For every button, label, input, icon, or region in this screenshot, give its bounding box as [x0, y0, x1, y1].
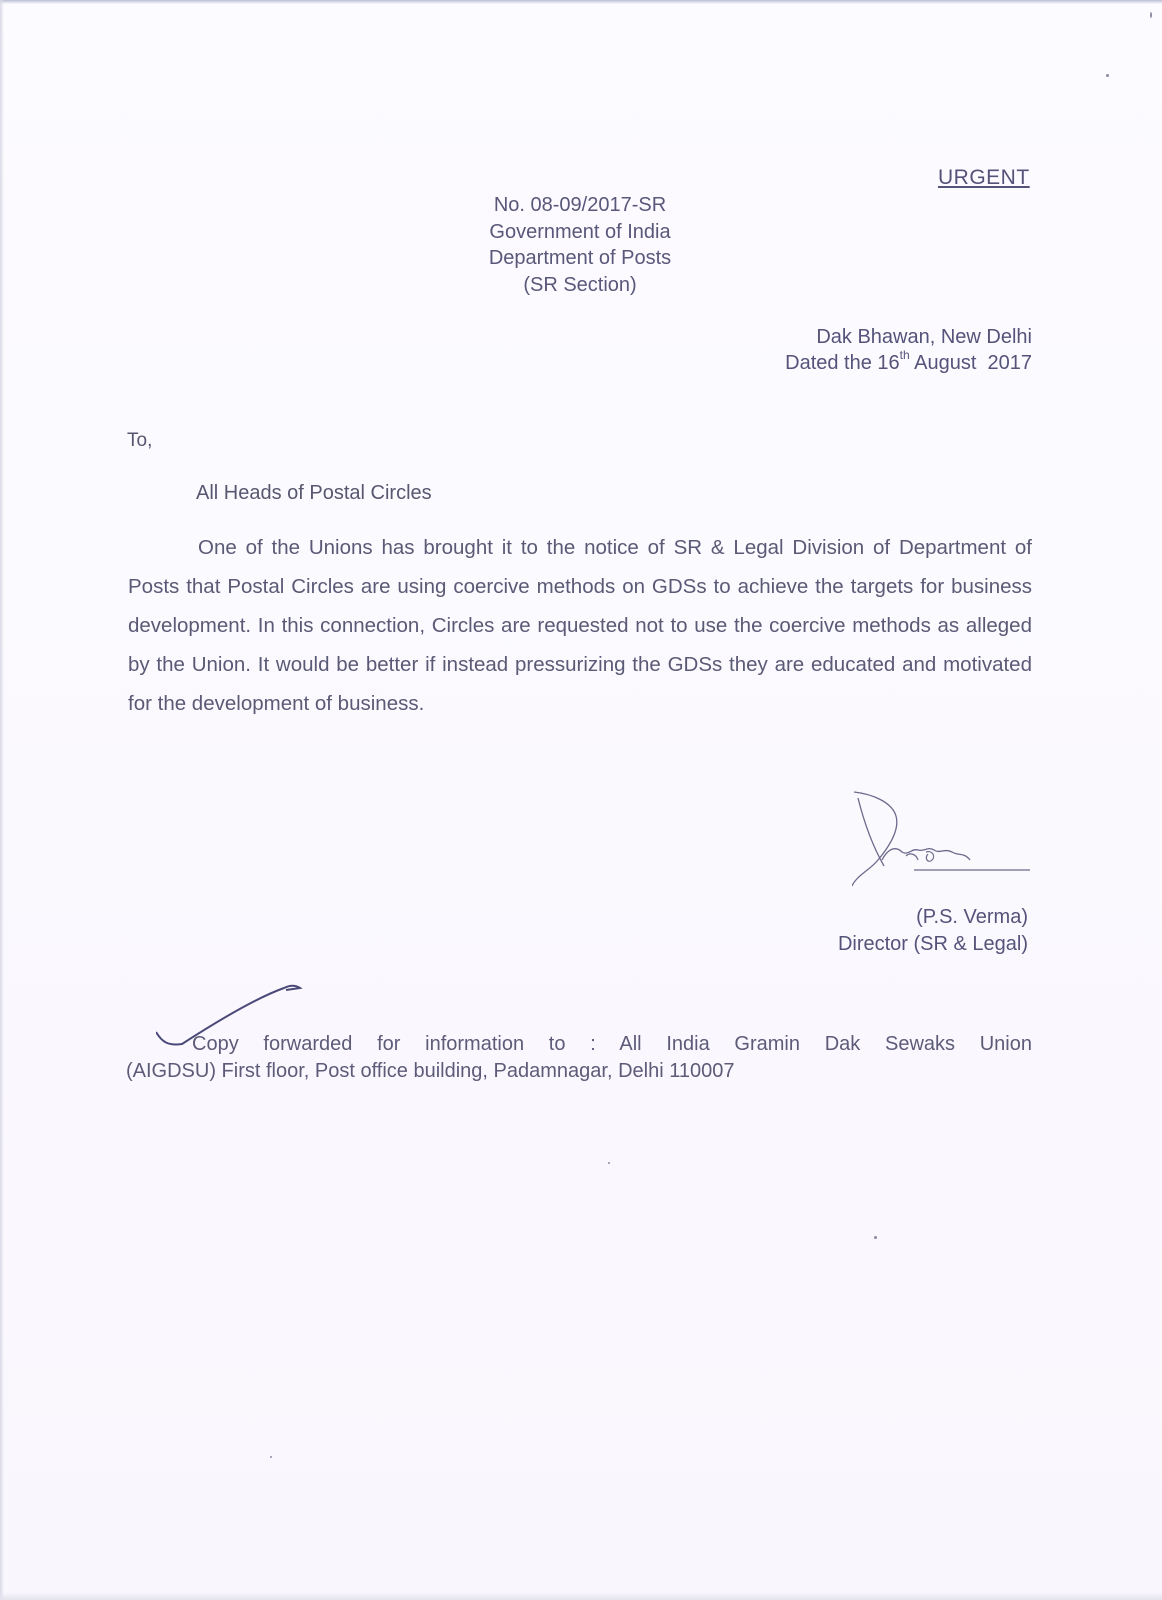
copy-forwarded-note — [126, 1031, 1032, 1085]
body-paragraph: One of the Unions has brought it to the notice of SR & Legal Division of Department of Posts that Postal Circles are using coercive methods on GDSs to achieve the targets for business development. In this connection, Circles are requested not to use the coercive methods as alleged by the Union. It would be better if instead pressurizing the GDSs they are educated and motivated for the development of business. — [128, 536, 1032, 715]
scan-speck — [1106, 74, 1109, 77]
date — [700, 350, 1032, 376]
date-rest: August 2017 — [909, 352, 1032, 374]
signatory-name: (P.S. Verma) — [916, 906, 1028, 928]
department-name: Department of Posts — [488, 247, 672, 269]
section-name: (SR Section) — [523, 273, 637, 296]
date-ordinal: th — [899, 348, 910, 363]
scan-speck — [1150, 12, 1152, 18]
place: Dak Bhawan, New Delhi — [816, 326, 1032, 348]
copy-line-2: (AIGDSU) First floor, Post office building, Padamnagar, Delhi 110007 — [126, 1060, 735, 1082]
scan-speck — [608, 1162, 610, 1164]
scan-speck — [874, 1236, 877, 1239]
urgent-label: URGENT — [938, 166, 1030, 189]
scan-edge-bottom — [0, 1592, 1162, 1600]
file-number: No. 08-09/2017-SR — [493, 194, 667, 216]
scan-edge-left — [0, 0, 4, 1600]
letter-heading — [430, 192, 730, 298]
signatory-block — [780, 904, 1028, 958]
salutation: To, — [127, 430, 153, 451]
handwritten-signature — [852, 790, 1062, 900]
signatory-designation: Director (SR & Legal) — [837, 933, 1028, 955]
copy-line-1: Copy forwarded for information to : All India Gramin Dak Sewaks Union — [192, 1033, 1032, 1055]
addressee: All Heads of Postal Circles — [196, 482, 432, 504]
date-prefix: Dated the 16 — [785, 352, 900, 374]
scan-speck — [270, 1456, 272, 1458]
scan-edge-top — [0, 0, 1162, 4]
place-date-block — [700, 324, 1032, 376]
government-name: Government of India — [489, 220, 671, 243]
